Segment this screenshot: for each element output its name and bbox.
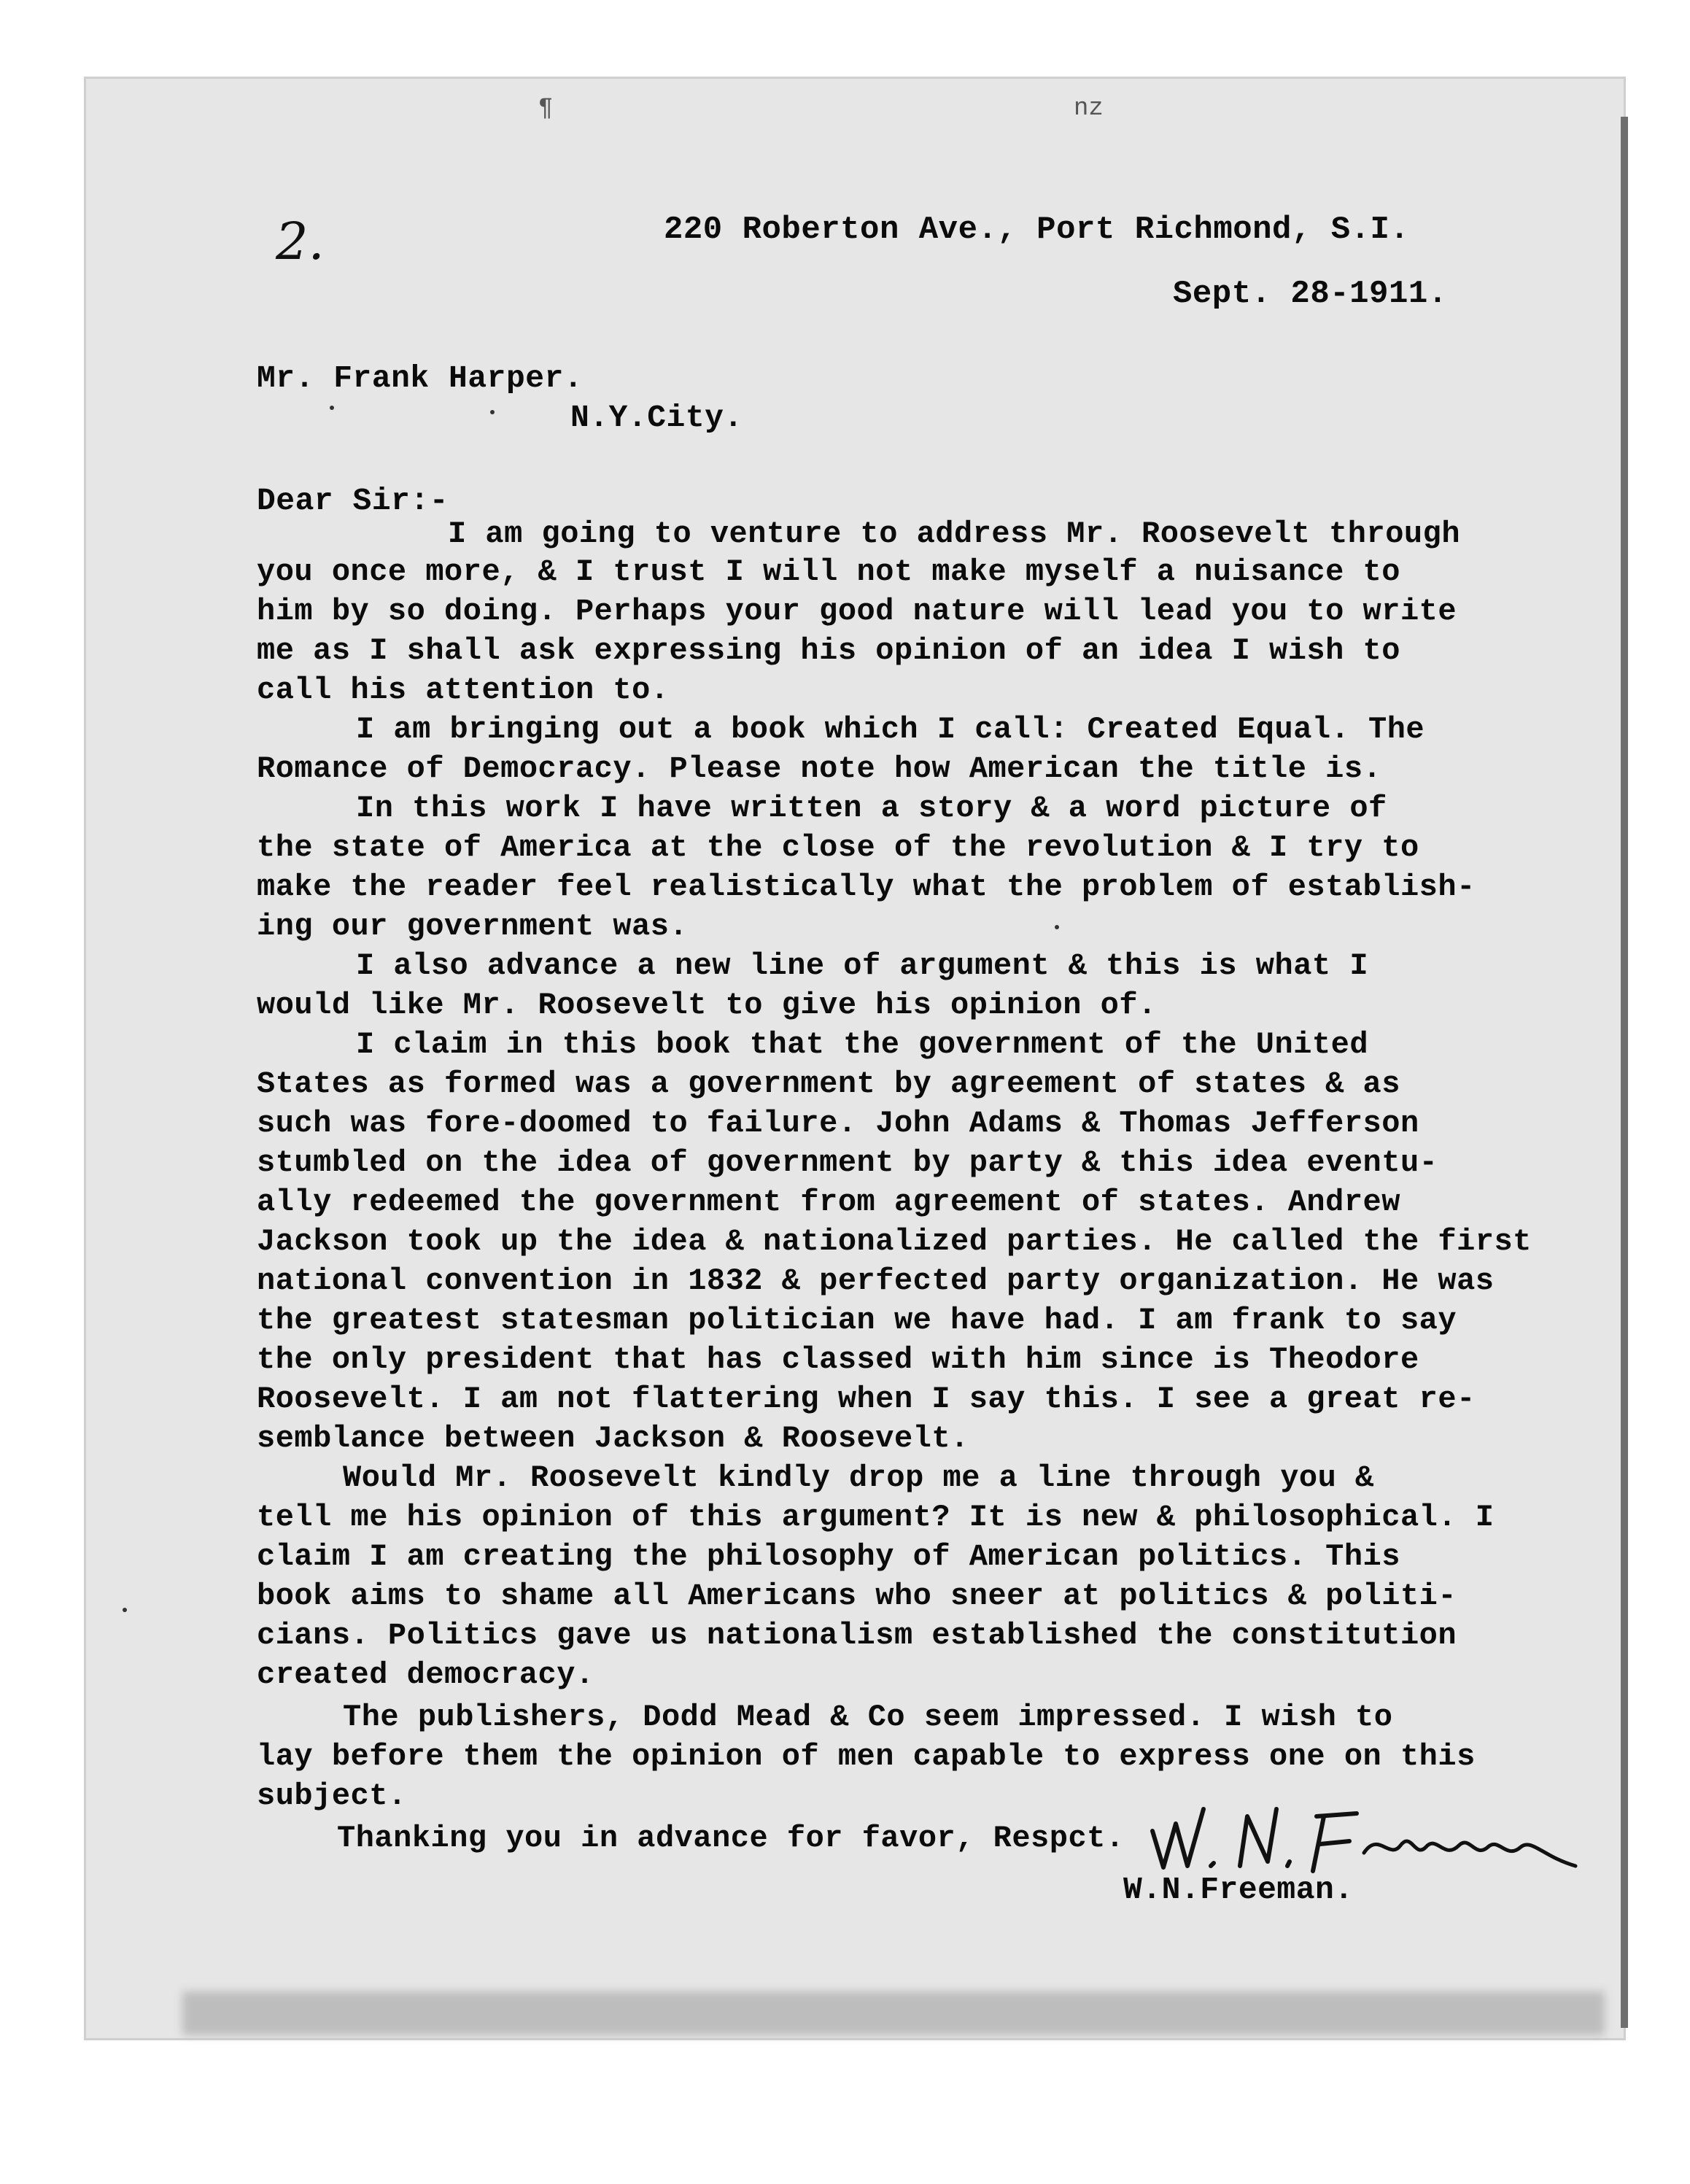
archive-mark: ¶ (538, 95, 554, 123)
body-line: the greatest statesman politician we have had. I am frank to say (257, 1303, 1457, 1338)
body-line: Romance of Democracy. Please note how American the title is. (257, 751, 1382, 786)
body-line: The publishers, Dodd Mead & Co seem impressed. I wish to (343, 1700, 1393, 1735)
letter-date: Sept. 28-1911. (1173, 276, 1448, 312)
body-line: created democracy. (257, 1657, 594, 1692)
body-line: him by so doing. Perhaps your good nature will lead you to write (257, 594, 1457, 629)
body-line: cians. Politics gave us nationalism established the constitution (257, 1618, 1457, 1653)
body-line: Would Mr. Roosevelt kindly drop me a line through you & (343, 1460, 1374, 1495)
paper-speck (490, 410, 495, 414)
sheet-shadow-edge (1621, 117, 1628, 2028)
body-line: ing our government was. (257, 909, 689, 944)
body-line: me as I shall ask expressing his opinion of an idea I wish to (257, 633, 1400, 668)
body-line: semblance between Jackson & Roosevelt. (257, 1421, 969, 1456)
closing-line: Thanking you in advance for favor, Respct. (337, 1821, 1125, 1856)
body-line: book aims to shame all Americans who sneer at politics & politi- (257, 1579, 1457, 1614)
body-line: subject. (257, 1778, 407, 1813)
typed-signature: W.N.Freeman. (1123, 1872, 1354, 1908)
archive-mark: nz (1074, 95, 1104, 123)
sheet-bottom-shadow (182, 1991, 1605, 2035)
page-number: 2. (276, 212, 325, 271)
sender-address: 220 Roberton Ave., Port Richmond, S.I. (664, 212, 1410, 248)
body-line: call his attention to. (257, 673, 670, 708)
body-line: Roosevelt. I am not flattering when I say this. I see a great re- (257, 1382, 1476, 1417)
body-line: I claim in this book that the government of the United (356, 1027, 1369, 1062)
body-line: such was fore-doomed to failure. John Adams & Thomas Jefferson (257, 1106, 1419, 1141)
body-line: I am bringing out a book which I call: Created Equal. The (356, 712, 1425, 747)
paper-speck (123, 1608, 127, 1612)
handwritten-signature (1138, 1780, 1590, 1882)
body-line: you once more, & I trust I will not make myself a nuisance to (257, 554, 1400, 589)
body-line: ally redeemed the government from agreement of states. Andrew (257, 1185, 1400, 1220)
body-line: Jackson took up the idea & nationalized parties. He called the first (257, 1224, 1532, 1259)
body-line: the only president that has classed with him since is Theodore (257, 1342, 1419, 1377)
recipient-city: N.Y.City. (570, 400, 743, 435)
body-line: lay before them the opinion of men capable to express one on this (257, 1739, 1476, 1774)
body-line: claim I am creating the philosophy of American politics. This (257, 1539, 1400, 1574)
body-line: I also advance a new line of argument & this is what I (356, 948, 1369, 983)
recipient-name: Mr. Frank Harper. (257, 360, 584, 396)
body-line: the state of America at the close of the revolution & I try to (257, 830, 1419, 865)
body-line: States as formed was a government by agreement of states & as (257, 1066, 1400, 1101)
body-line: would like Mr. Roosevelt to give his opinion of. (257, 988, 1157, 1023)
paper-speck (1055, 925, 1059, 929)
body-line: I am going to venture to address Mr. Roosevelt through (448, 516, 1461, 551)
body-line: national convention in 1832 & perfected party organization. He was (257, 1263, 1495, 1298)
salutation: Dear Sir:- (257, 483, 449, 519)
body-line: stumbled on the idea of government by party & this idea eventu- (257, 1145, 1438, 1180)
body-line: tell me his opinion of this argument? It is new & philosophical. I (257, 1500, 1495, 1535)
body-line: In this work I have written a story & a word picture of (356, 791, 1387, 826)
body-line: make the reader feel realistically what the problem of establish- (257, 870, 1476, 905)
paper-speck (330, 406, 334, 410)
